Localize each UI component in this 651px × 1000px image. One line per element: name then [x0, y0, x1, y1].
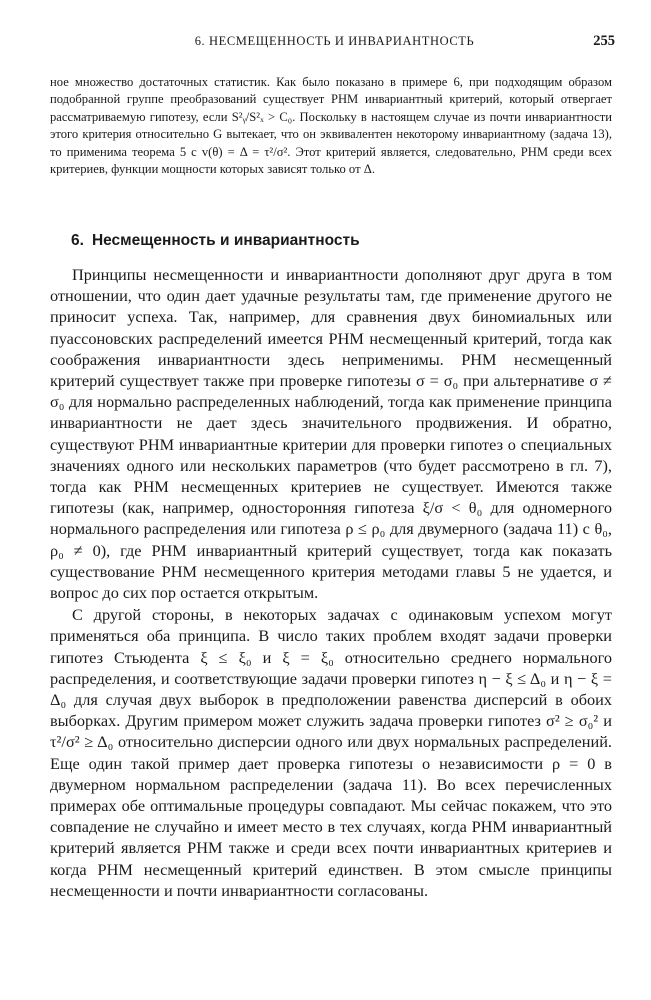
section-title: Несмещенность и инвариантность [91, 232, 360, 249]
main-text [50, 264, 612, 901]
intro-paragraph: ное множество достаточных статистик. Как было показано в примере 6, при подходящим образом подобранной группе преобразований существует РНМ инвариантный критерий, который отвергает рассматриваемую гипотезу, если S²ᵧ/S²ₓ > C₀. Поскольку в настоящем случае из почти инвариантности этого критерия относительно G вытекает, что он эквивалентен некоторому инвариантному (задача 13), то применима теорема 5 с v(θ) = Δ = τ²/σ². Этот критерий является, следовательно, РНМ среди всех критериев, функции мощности которых зависят только от Δ. [50, 75, 612, 177]
page-number: 255 [593, 33, 615, 49]
intro-text-block [50, 74, 612, 178]
running-title: 6. НЕСМЕЩЕННОСТЬ И ИНВАРИАНТНОСТЬ [194, 34, 475, 48]
running-header [48, 34, 621, 56]
section-number: 6. [71, 232, 84, 249]
section-heading [71, 232, 360, 250]
paragraph: Принципы несмещенности и инвариантности дополняют друг друга в том отношении, что один дает удачные результаты там, где применение другого не приносит успеха. Так, например, для сравнения двух биномиальных или пуассоновских распределений имеется РНМ несмещенный критерий, тогда как соображения инвариантности здесь неприменимы. РНМ несмещенный критерий существует также при проверке гипотезы σ = σ₀ при альтернативе σ ≠ σ₀ для нормально распределенных наблюдений, тогда как применение принципа инвариантности не дает здесь значительного продвижения. И обратно, существуют РНМ инвариантные критерии для проверки гипотез о специальных значениях одного или нескольких параметров (что будет рассмотрено в гл. 7), тогда как РНМ несмещенных критериев не существует. Имеются также гипотезы (как, например, односторонняя гипотеза ξ/σ < θ₀ для одномерного нормального распределения или гипотеза ρ ≤ ρ₀ для двумерного (задача 11) с θ₀, ρ₀ ≠ 0), где РНМ инвариантный критерий существует, тогда как показать существование РНМ несмещенного критерия методами главы 5 не удается, и вопрос до сих пор остается открытым. [50, 265, 612, 603]
paragraph: С другой стороны, в некоторых задачах с одинаковым успехом могут применяться оба принципа. В число таких проблем входят задачи проверки гипотез Стьюдента ξ ≤ ξ₀ и ξ = ξ₀ относительно среднего нормального распределения, и соответствующие задачи проверки гипотез η − ξ ≤ Δ₀ и η − ξ = Δ₀ для случая двух выборок в предположении равенства дисперсий в обоих выборках. Другим примером может служить задача проверки гипотез σ² ≥ σ₀² и τ²/σ² ≥ Δ₀ относительно дисперсии одного или двух нормальных распределений. Еще один такой пример дает проверка гипотезы о независимости ρ = 0 в двумерном нормальном распределении (задача 11). Во всех перечисленных примерах обе оптимальные процедуры совпадают. Мы сейчас покажем, что это совпадение не случайно и имеет место в тех случаях, когда РНМ инвариантный критерий является РНМ также и среди всех почти инвариантных критериев и когда РНМ несмещенный критерий единствен. В этом смысле принципы несмещенности и почти инвариантности согласованы. [50, 605, 612, 900]
